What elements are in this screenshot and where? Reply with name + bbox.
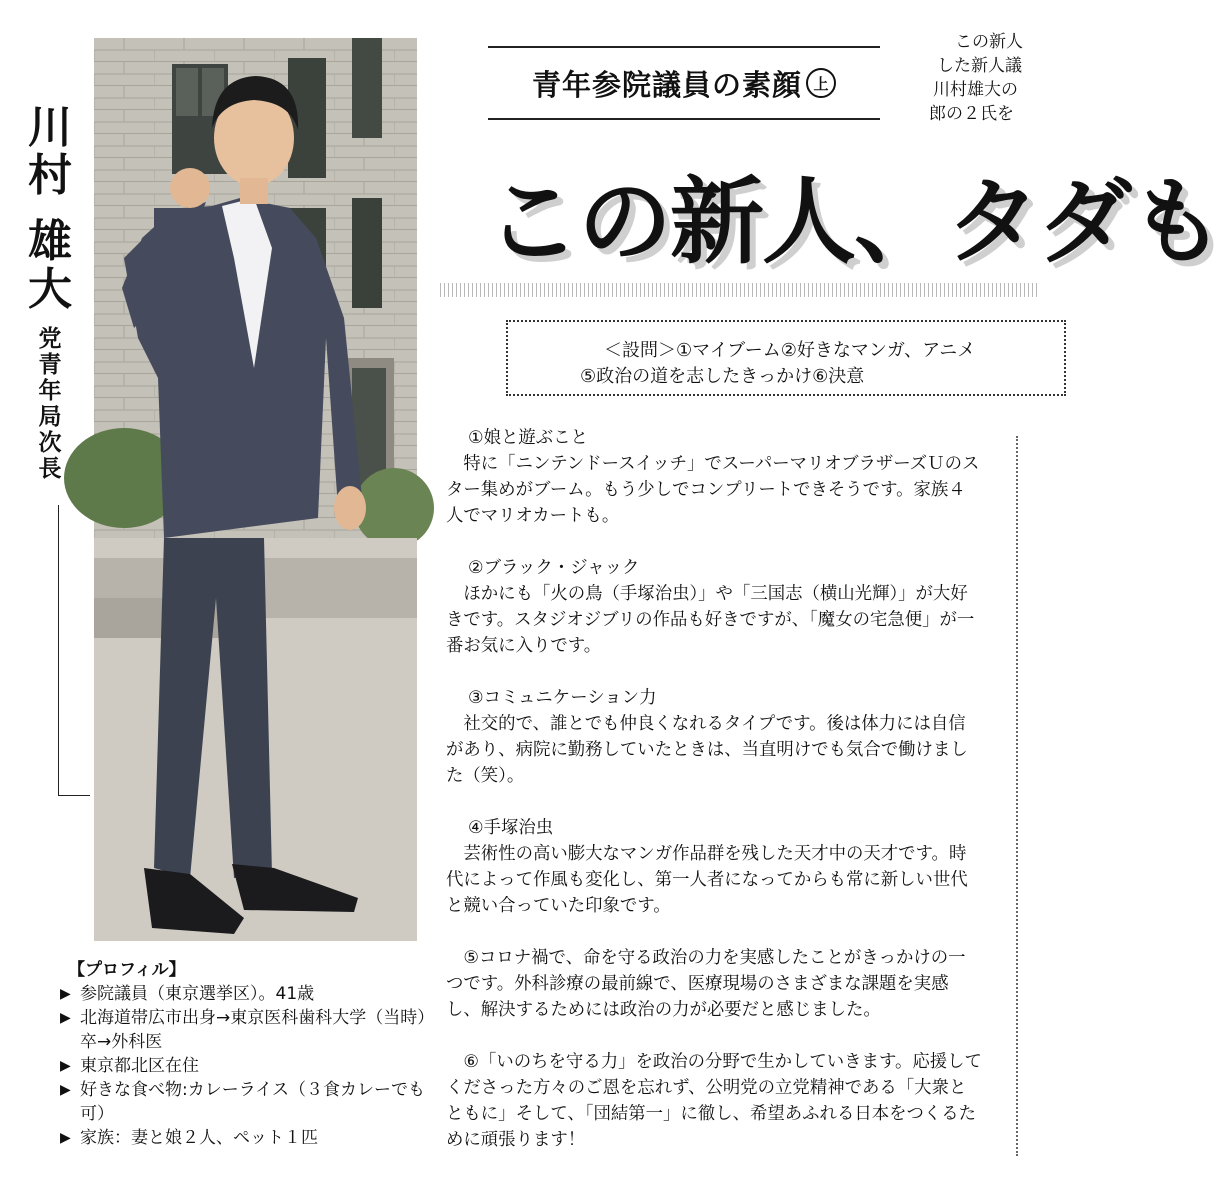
answers-column — [446, 425, 982, 1153]
answer-body: ⑤コロナ禍で、命を守る政治の力を実感したことがきっかけの一つです。外科診療の最前線で、医療現場のさまざまな課題を実感し、解決するためには政治の力が必要だと感じました。 — [446, 948, 966, 1020]
triangle-icon: ▶ — [60, 1130, 71, 1146]
divider — [58, 505, 59, 795]
divider — [58, 795, 90, 796]
answer-body: 特に「ニンテンドースイッチ」でスーパーマリオブラザーズＵのスター集めがブーム。もう少しでコンプリートできそうです。家族４人でマリオカートも。 — [446, 454, 980, 526]
name-char: 大 — [28, 264, 72, 315]
series-title: 青年参院議員の素顔 — [531, 67, 802, 102]
answer-heading: ③コミュニケーション力 — [468, 688, 657, 708]
column-divider — [1016, 436, 1018, 1156]
triangle-icon: ▶ — [60, 1082, 71, 1098]
answer-body: ほかにも「火の鳥（手塚治虫）」や「三国志（横山光輝）」が大好きです。スタジオジブリの作品も好きですが、「魔女の宅急便」が一番お気に入りです。 — [446, 584, 975, 656]
answer-body: ⑥「いのちを守る力」を政治の分野で生かしていきます。応援してくださった方々のご恩を忘れず、公明党の立党精神である「大衆とともに」そして、「団結第一」に徹し、希望あふれる日本をつくるために頑張ります！ — [446, 1052, 982, 1150]
name-char: 川 — [28, 102, 72, 153]
part-badge: 上 — [806, 68, 836, 98]
answer-heading: ①娘と遊ぶこと — [468, 428, 588, 448]
list-item: ▶ 好きな食べ物:カレーライス（３食カレーでも可） — [60, 1080, 426, 1124]
name-vertical — [22, 104, 78, 482]
lead-text: この新人 した新人議 川村雄大の 郎の２氏を — [929, 32, 1023, 124]
profile-box — [60, 958, 440, 1150]
questions-box — [506, 320, 1066, 396]
triangle-icon: ▶ — [60, 986, 71, 1002]
questions-line: ＜設問＞①マイブーム②好きなマンガ、アニメ — [604, 340, 976, 361]
list-item: ▶ 参院議員（東京選挙区）。41歳 — [60, 984, 315, 1004]
name-char: 村 — [28, 150, 72, 201]
name-char: 雄 — [28, 216, 72, 267]
triangle-icon: ▶ — [60, 1058, 71, 1074]
triangle-icon: ▶ — [60, 1010, 71, 1026]
answer-heading: ④手塚治虫 — [468, 818, 554, 838]
list-item: ▶ 家族：妻と娘２人、ペット１匹 — [60, 1128, 318, 1148]
role-title: 党 青 年 局 次 長 — [38, 326, 62, 482]
answer-body: 芸術性の高い膨大なマンガ作品群を残した天才中の天才です。時代によって作風も変化し、第一人者になってからも常に新しい世代と競い合っていた印象です。 — [446, 844, 968, 916]
list-item: ▶ 北海道帯広市出身→東京医科歯科大学（当時）卒→外科医 — [60, 1008, 435, 1052]
list-item: ▶ 東京都北区在住 — [60, 1056, 199, 1076]
profile-title: 【プロフィル】 — [68, 960, 186, 980]
main-headline: この新人、タダも — [486, 168, 1222, 277]
headline-underline — [440, 283, 1040, 297]
answer-body: 社交的で、誰とでも仲良くなれるタイプです。後は体力には自信があり、病院に勤務していたときは、当直明けでも気合で働けました（笑）。 — [446, 714, 968, 786]
questions-line: ⑤政治の道を志したきっかけ⑥決意 — [580, 366, 865, 387]
series-header — [488, 46, 880, 120]
answer-heading: ②ブラック・ジャック — [468, 558, 640, 578]
portrait-photo — [94, 38, 417, 941]
